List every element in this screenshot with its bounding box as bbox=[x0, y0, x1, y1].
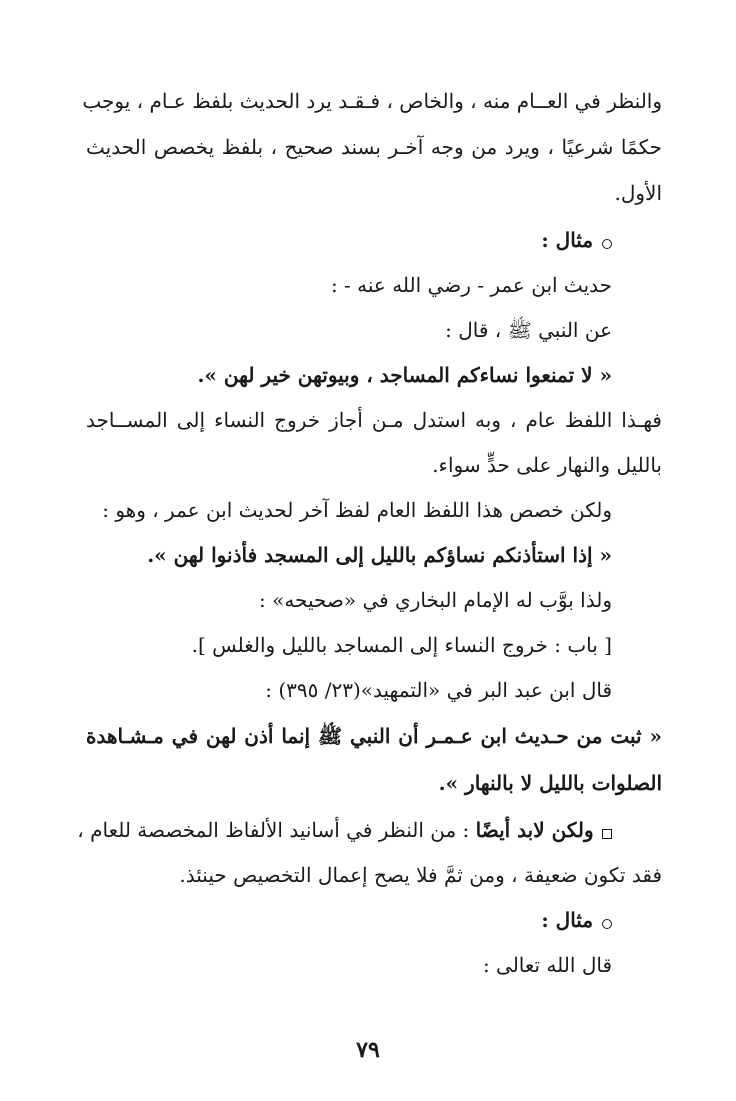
scholar-quote: « ثبت من حـديث ابن عـمـر أن النبي ﷺ إنما أذن لهن في مـشـاهدة bbox=[86, 724, 662, 748]
bullet-circle-icon bbox=[602, 239, 612, 249]
bullet-square-icon bbox=[602, 829, 612, 839]
body-text-line: ولذا بوَّب له الإمام البخاري في «صحيحه» : bbox=[258, 588, 612, 612]
body-text-segment: : من النظر في أسانيد الألفاظ المخصصة للعام ، bbox=[77, 818, 470, 842]
body-text-line: قال ابن عبد البر في «التمهيد»(٢٣/ ٣٩٥) : bbox=[265, 678, 612, 702]
body-text-line: بالليل والنهار على حدٍّ سواء. bbox=[432, 453, 662, 477]
body-text-line bbox=[77, 815, 612, 845]
body-text-line: الأول. bbox=[614, 181, 662, 205]
example-heading bbox=[400, 225, 612, 255]
example-heading bbox=[400, 905, 612, 935]
chapter-citation: [ باب : خروج النساء إلى المساجد بالليل والغلس ]. bbox=[191, 633, 612, 657]
example-heading-label: مثال : bbox=[541, 228, 594, 252]
body-text-line: حكمًا شرعيًا ، ويرد من وجه آخـر بسند صحيح ، بلفظ يخصص الحديث bbox=[86, 135, 662, 159]
page-number: ٧٩ bbox=[356, 1037, 380, 1063]
body-text-line: والنظر في العــام منه ، والخاص ، فـقـد يرد الحديث بلفظ عـام ، يوجب bbox=[82, 89, 662, 113]
body-text-line: عن النبي ﷺ ، قال : bbox=[445, 318, 612, 342]
hadith-quote: « لا تمنعوا نساءكم المساجد ، وبيوتهن خير لهن ». bbox=[197, 363, 612, 387]
body-text-line: فقد تكون ضعيفة ، ومن ثمَّ فلا يصح إعمال التخصيص حينئذ. bbox=[179, 863, 662, 887]
hadith-quote: « إذا استأذنكم نساؤكم بالليل إلى المسجد فأذنوا لهن ». bbox=[147, 543, 612, 567]
body-text-line: ولكن خصص هذا اللفظ العام لفظ آخر لحديث ابن عمر ، وهو : bbox=[102, 498, 612, 522]
body-text-line: حديث ابن عمر - رضي الله عنه - : bbox=[330, 273, 612, 297]
example-heading-label: مثال : bbox=[541, 908, 594, 932]
body-text-line: قال الله تعالى : bbox=[482, 953, 612, 977]
scholar-quote: الصلوات بالليل لا بالنهار ». bbox=[438, 771, 662, 795]
bullet-circle-icon bbox=[602, 919, 612, 929]
body-text-line: فهـذا اللفظ عام ، وبه استدل مـن أجاز خروج النساء إلى المســاجد bbox=[86, 408, 662, 432]
emphasis-text: ولكن لابد أيضًا bbox=[475, 818, 594, 842]
